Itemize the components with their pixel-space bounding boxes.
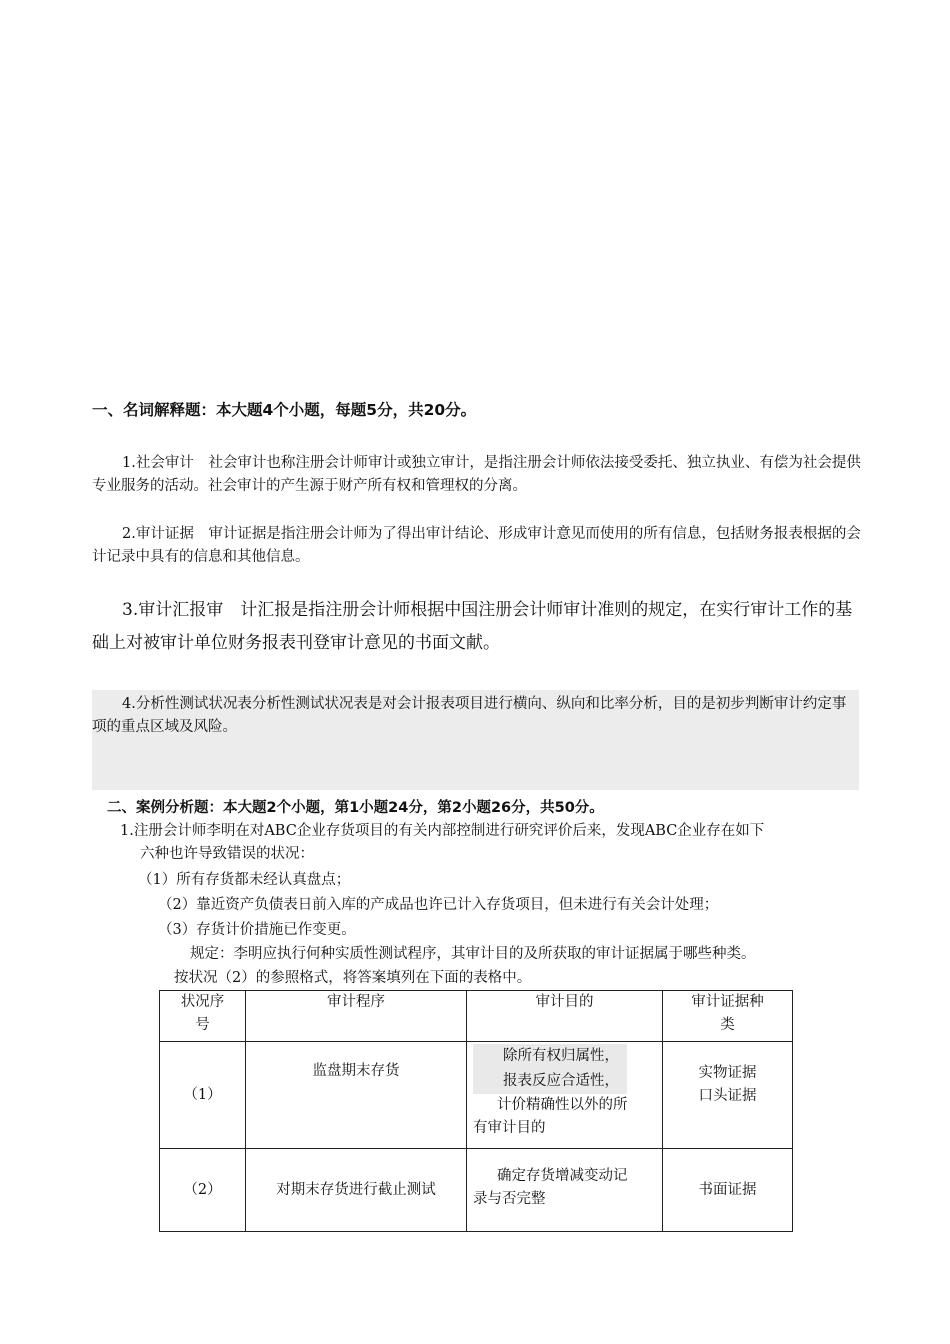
- table-row: [160, 1042, 793, 1149]
- definition-analytical-test: 4.分析性测试状况表分析性测试状况表是对会计报表项目进行横向、纵向和比率分析，目的是初步判断审计约定事项的重点区域及风险。: [92, 696, 847, 735]
- requirement: 规定：李明应执行何种实质性测试程序，其审计目的及所获取的审计证据属于哪些种类。: [190, 946, 756, 962]
- condition-1: （1）所有存货都未经认真盘点；: [138, 872, 351, 888]
- case-intro: [120, 820, 862, 866]
- row2-evidence: 书面证据: [663, 1149, 793, 1232]
- condition-2: （2）靠近资产负债表日前入库的产成品也许已计入存货项目，但未进行有关会计处理；: [158, 897, 719, 913]
- header-case-no: 状况序 号: [160, 991, 246, 1042]
- row1-evidence: 实物证据 口头证据: [663, 1042, 793, 1149]
- section1-title: 一、名词解释题：本大题4个小题，每题5分，共20分。: [92, 401, 477, 419]
- table-header-row: [160, 991, 793, 1042]
- answer-table: [159, 990, 793, 1232]
- row1-purpose: 除所有权归属性， 报表反应合适性， 计价精确性以外的所 有审计目的: [467, 1042, 663, 1149]
- header-evidence-type: 审计证据种 类: [663, 991, 793, 1042]
- section2-title: 二、案例分析题：本大题2个小题，第1小题24分，第2小题26分，共50分。: [107, 800, 604, 816]
- row2-procedure: 对期末存货进行截止测试: [246, 1149, 467, 1232]
- header-purpose: 审计目的: [467, 991, 663, 1042]
- definition-social-audit: 1.社会审计 社会审计也称注册会计师审计或独立审计，是指注册会计师依法接受委托、独立执业、有偿为社会提供专业服务的活动。社会审计的产生源于财产所有权和管理权的分离。: [92, 455, 861, 494]
- table-row: [160, 1149, 793, 1232]
- format-note: 按状况（2）的参照格式，将答案填列在下面的表格中。: [174, 970, 532, 986]
- definition-audit-evidence: 2.审计证据 审计证据是指注册会计师为了得出审计结论、形成审计意见而使用的所有信息，包括财务报表根据的会计记录中具有的信息和其他信息。: [92, 526, 861, 565]
- row1-procedure: 监盘期末存货: [246, 1042, 467, 1149]
- row2-purpose: 确定存货增减变动记 录与否完整: [467, 1149, 663, 1232]
- case-intro-line2: 六种也许导致错误的状况：: [140, 846, 314, 862]
- condition-3: （3）存货计价措施已作变更。: [158, 922, 356, 938]
- header-procedure: 审计程序: [246, 991, 467, 1042]
- row2-no: （2）: [160, 1149, 246, 1232]
- row1-no: （1）: [160, 1042, 246, 1149]
- case-intro-line1: 1.注册会计师李明在对ABC企业存货项目的有关内部控制进行研究评价后来，发现ABC企业存在如下: [120, 823, 765, 839]
- definition-audit-report: 3.审计汇报审 计汇报是指注册会计师根据中国注册会计师审计准则的规定，在实行审计工作的基础上对被审计单位财务报表刊登审计意见的书面文献。: [92, 600, 853, 653]
